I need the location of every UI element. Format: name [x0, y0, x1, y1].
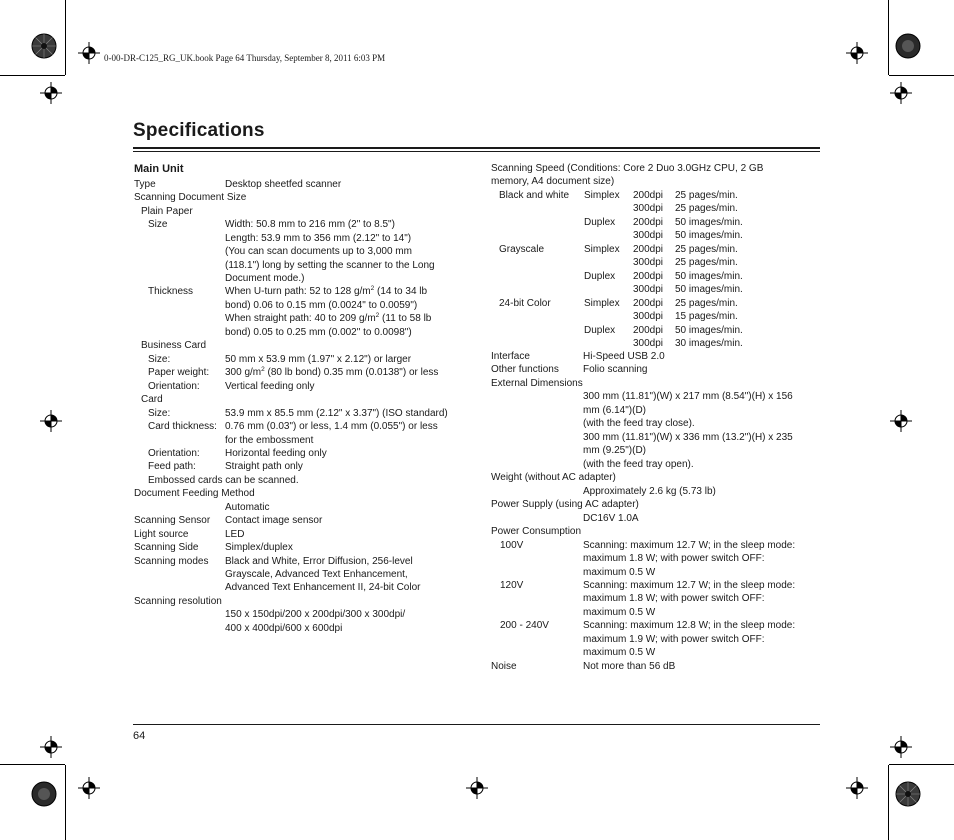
spec-value: When straight path: 40 to 209 $g/m^2$ (11 to 58 lb: [225, 312, 432, 324]
registration-target-icon: [40, 736, 62, 758]
spec-label: Paper weight:: [148, 367, 210, 378]
registration-target-icon: [78, 42, 100, 64]
spec-value: Scanning: maximum 12.7 W; in the sleep mode:: [583, 580, 796, 591]
spec-sublabel: Plain Paper: [141, 206, 193, 217]
spec-value: Not more than 56 dB: [583, 661, 676, 672]
spec-value: (with the feed tray close).: [583, 418, 695, 429]
spec-label: Orientation:: [148, 448, 200, 459]
spec-sublabel: Card: [141, 394, 163, 405]
spec-value: Horizontal feeding only: [225, 448, 327, 459]
speed-dpi: 200dpi: [633, 297, 664, 309]
speed-side: Duplex: [584, 216, 616, 228]
spec-value: Black and White, Error Diffusion, 256-level: [225, 556, 413, 567]
spec-value: Scanning: maximum 12.8 W; in the sleep mode:: [583, 620, 796, 631]
spec-sublabel: 200 - 240V: [500, 620, 549, 631]
spec-value: Straight path only: [225, 461, 303, 472]
spec-label: Interface: [491, 351, 530, 362]
spec-value: Automatic: [225, 502, 270, 513]
spec-value: Length: 53.9 mm to 356 mm (2.12" to 14"): [225, 233, 412, 244]
spec-value: Approximately 2.6 kg (5.73 lb): [583, 486, 716, 497]
spec-value: maximum 0.5 W: [583, 567, 656, 578]
speed-dpi: 300dpi: [633, 203, 664, 215]
spec-label: Size: [148, 219, 168, 230]
main-unit-heading: Main Unit: [134, 163, 184, 175]
speed-dpi: 200dpi: [633, 243, 664, 255]
spec-value: LED: [225, 529, 245, 540]
book-header-line: 0-00-DR-C125_RG_UK.book Page 64 Thursday, September 8, 2011 6:03 PM: [104, 53, 386, 63]
speed-rate: 50 images/min.: [675, 284, 743, 296]
speed-dpi: 300dpi: [633, 257, 664, 269]
speed-heading: memory, A4 document size): [491, 176, 615, 187]
spec-label: Thickness: [148, 286, 194, 297]
spec-value: Width: 50.8 mm to 216 mm (2" to 8.5"): [225, 219, 395, 230]
spec-sublabel: Business Card: [141, 340, 207, 351]
registration-target-icon: [40, 410, 62, 432]
registration-target-icon: [466, 777, 488, 799]
spec-label: Orientation:: [148, 381, 200, 392]
spec-value: Hi-Speed USB 2.0: [583, 351, 665, 362]
speed-dpi: 300dpi: [633, 230, 664, 242]
spec-value: bond) 0.05 to 0.25 mm (0.002" to 0.0098"): [225, 327, 412, 338]
spec-label: Feed path:: [148, 461, 196, 472]
speed-side: Duplex: [584, 270, 616, 282]
speed-side: Simplex: [584, 297, 620, 309]
spec-value: 150 x 150dpi/200 x 200dpi/300 x 300dpi/: [225, 609, 406, 620]
page-title: Specifications: [133, 120, 265, 141]
spec-value: 300 $g/m^2$ (80 lb bond) 0.35 mm (0.0138") or less: [225, 366, 439, 378]
spec-note: Embossed cards can be scanned.: [148, 475, 299, 486]
spec-value: DC16V 1.0A: [583, 513, 639, 524]
spec-label: Power Supply (using AC adapter): [491, 499, 639, 510]
spec-value: mm (9.25")(D): [583, 445, 646, 456]
spec-value: Document mode.): [225, 273, 305, 284]
speed-dpi: 200dpi: [633, 270, 664, 282]
spec-value: maximum 1.8 W; with power switch OFF:: [583, 593, 765, 604]
speed-rate: 50 images/min.: [675, 216, 743, 228]
spec-label: Scanning Side: [134, 542, 199, 553]
spec-value: When U-turn path: 52 to 128 $g/m^2$ (14 to 34 lb: [225, 285, 428, 297]
speed-mode: Grayscale: [499, 243, 545, 255]
spec-label: Other functions: [491, 364, 559, 375]
speed-rate: 30 images/min.: [675, 337, 743, 349]
registration-target-icon: [846, 777, 868, 799]
speed-side: Duplex: [584, 324, 616, 336]
speed-rate: 25 pages/min.: [675, 203, 738, 215]
color-wheel-icon: [895, 33, 921, 59]
speed-mode: Black and white: [499, 190, 570, 201]
speed-dpi: 200dpi: [633, 190, 664, 201]
spec-label: Noise: [491, 661, 517, 672]
spec-label: Scanning Document Size: [134, 192, 247, 203]
spec-label: Size:: [148, 408, 171, 419]
color-wheel-icon: [895, 781, 921, 807]
speed-rate: 25 pages/min.: [675, 243, 738, 255]
speed-mode: 24-bit Color: [499, 297, 551, 309]
spec-value: 0.76 mm (0.03") or less, 1.4 mm (0.055") or less: [225, 421, 438, 432]
spec-value: (with the feed tray open).: [583, 459, 694, 470]
spec-label: Scanning modes: [134, 556, 209, 567]
spec-value: maximum 1.8 W; with power switch OFF:: [583, 553, 765, 564]
spec-label: Type: [134, 179, 156, 190]
registration-target-icon: [890, 82, 912, 104]
speed-dpi: 300dpi: [633, 337, 664, 349]
spec-value: 53.9 mm x 85.5 mm (2.12" x 3.37") (ISO standard): [225, 408, 448, 419]
spec-sublabel: 120V: [500, 580, 524, 591]
spec-label: Light source: [134, 529, 189, 540]
spec-label: Power Consumption: [491, 526, 582, 537]
spec-sublabel: 100V: [500, 540, 524, 551]
spec-value: maximum 1.9 W; with power switch OFF:: [583, 634, 765, 645]
speed-side: Simplex: [584, 190, 620, 201]
spec-label: Weight (without AC adapter): [491, 472, 616, 483]
spec-value: for the embossment: [225, 435, 314, 446]
registration-target-icon: [890, 410, 912, 432]
spec-value: Grayscale, Advanced Text Enhancement,: [225, 569, 408, 580]
spec-value: Folio scanning: [583, 364, 648, 375]
spec-value: mm (6.14")(D): [583, 405, 646, 416]
spec-value: maximum 0.5 W: [583, 647, 656, 658]
spec-label: Card thickness:: [148, 421, 217, 432]
spec-value: 50 mm x 53.9 mm (1.97" x 2.12") or larger: [225, 354, 412, 365]
registration-target-icon: [40, 82, 62, 104]
page-number: 64: [133, 730, 146, 742]
spec-value: Vertical feeding only: [225, 381, 315, 392]
spec-value: maximum 0.5 W: [583, 607, 656, 618]
spec-label: Size:: [148, 354, 171, 365]
speed-rate: 25 pages/min.: [675, 257, 738, 269]
color-wheel-icon: [31, 33, 57, 59]
speed-dpi: 200dpi: [633, 216, 664, 228]
speed-rate: 50 images/min.: [675, 230, 743, 242]
color-wheel-icon: [31, 781, 57, 807]
speed-heading: Scanning Speed (Conditions: Core 2 Duo 3.0GHz CPU, 2 GB: [491, 163, 764, 174]
speed-rate: 50 images/min.: [675, 270, 743, 282]
spec-label: Scanning Sensor: [134, 515, 211, 526]
spec-value: (118.1") long by setting the scanner to the Long: [225, 260, 435, 271]
spec-value: Scanning: maximum 12.7 W; in the sleep mode:: [583, 540, 796, 551]
spec-value: 300 mm (11.81")(W) x 217 mm (8.54")(H) x 156: [583, 391, 793, 402]
spec-value: Simplex/duplex: [225, 542, 293, 553]
speed-rate: 50 images/min.: [675, 324, 743, 336]
spec-label: Document Feeding Method: [134, 488, 255, 499]
spec-label: External Dimensions: [491, 378, 583, 389]
speed-dpi: 300dpi: [633, 284, 664, 296]
registration-target-icon: [890, 736, 912, 758]
spec-value: bond) 0.06 to 0.15 mm (0.0024" to 0.0059"): [225, 300, 418, 311]
spec-value: (You can scan documents up to 3,000 mm: [225, 246, 412, 257]
spec-value: 400 x 400dpi/600 x 600dpi: [225, 623, 343, 634]
speed-dpi: 300dpi: [633, 311, 664, 323]
title-rule-thin: [133, 151, 820, 152]
spec-value: Desktop sheetfed scanner: [225, 179, 342, 190]
registration-target-icon: [78, 777, 100, 799]
spec-value: Advanced Text Enhancement II, 24-bit Color: [225, 582, 421, 593]
speed-side: Simplex: [584, 243, 620, 255]
speed-rate: 25 pages/min.: [675, 190, 738, 201]
footer-rule: [133, 724, 820, 725]
spec-value: Contact image sensor: [225, 515, 323, 526]
title-rule: [133, 147, 820, 149]
spec-value: 300 mm (11.81")(W) x 336 mm (13.2")(H) x 235: [583, 432, 793, 443]
spec-label: Scanning resolution: [134, 596, 222, 607]
speed-rate: 25 pages/min.: [675, 297, 738, 309]
speed-dpi: 200dpi: [633, 324, 664, 336]
speed-rate: 15 pages/min.: [675, 311, 738, 323]
registration-target-icon: [846, 42, 868, 64]
